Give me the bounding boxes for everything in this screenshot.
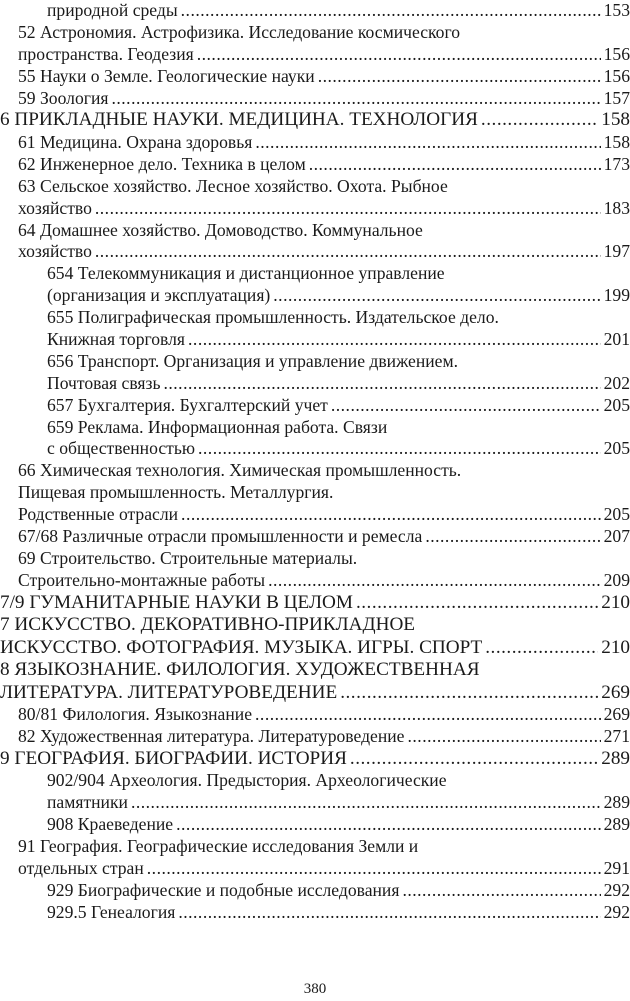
toc-entry-page: 156 xyxy=(603,43,630,64)
dot-leader xyxy=(163,373,600,395)
toc-entry-line xyxy=(0,351,630,373)
toc-entry-last-line xyxy=(0,66,630,88)
dot-leader xyxy=(255,704,601,726)
toc-entry-title: Родственные отрасли xyxy=(18,504,179,525)
toc-entry-line xyxy=(0,307,630,329)
toc-entry xyxy=(0,154,630,176)
toc-entry-page: 271 xyxy=(603,726,630,747)
toc-entry xyxy=(0,659,630,704)
dot-leader xyxy=(408,726,601,748)
dot-leader xyxy=(111,88,600,110)
dot-leader xyxy=(350,748,598,771)
toc-entry xyxy=(0,614,630,659)
toc-entry-title: 82 Художественная литература. Литературоведение xyxy=(18,726,405,747)
toc-entry-line xyxy=(0,417,630,439)
toc-entry xyxy=(0,395,630,417)
toc-entry xyxy=(0,88,630,110)
toc-entry-title: памятники xyxy=(47,792,128,813)
toc-entry xyxy=(0,263,630,307)
toc-entry-title: 61 Медицина. Охрана здоровья xyxy=(18,131,253,152)
toc-entry-last-line xyxy=(0,241,630,263)
dot-leader xyxy=(176,814,600,836)
toc-entry-page: 289 xyxy=(603,792,630,813)
dot-leader xyxy=(309,154,601,176)
toc-entry-last-line xyxy=(0,592,630,615)
toc-entry-last-line xyxy=(0,329,630,351)
toc-entry-last-line xyxy=(0,154,630,176)
dot-leader xyxy=(95,198,601,220)
toc-entry-last-line xyxy=(0,880,630,902)
toc-entry xyxy=(0,836,630,880)
toc-entry-title: 929 Биографические и подобные исследования xyxy=(47,879,400,900)
toc-entry-page: 210 xyxy=(601,591,630,613)
toc-entry-title: 655 Полиграфическая промышленность. Издательское дело. xyxy=(47,307,499,328)
toc-entry xyxy=(0,0,630,22)
toc-entry-last-line xyxy=(0,44,630,66)
toc-entry-title: Пищевая промышленность. Металлургия. xyxy=(18,482,334,503)
toc-entry-title: 6 ПРИКЛАДНЫЕ НАУКИ. МЕДИЦИНА. ТЕХНОЛОГИЯ xyxy=(0,109,478,131)
dot-leader xyxy=(178,902,600,924)
dot-leader xyxy=(181,0,601,22)
toc-entry-title: 902/904 Археология. Предыстория. Археологические xyxy=(47,770,447,791)
toc-entry-last-line xyxy=(0,792,630,814)
toc-entry-title: 91 География. Географические исследования Земли и xyxy=(18,836,419,857)
toc-entry xyxy=(0,66,630,88)
toc-entry-page: 205 xyxy=(603,438,630,459)
toc-entry-last-line xyxy=(0,637,630,660)
toc-entry xyxy=(0,526,630,548)
toc-entry-title: Книжная торговля xyxy=(47,328,186,349)
toc-entry-title: 63 Сельское хозяйство. Лесное хозяйство. Охота. Рыбное xyxy=(18,175,448,196)
toc-entry-page: 202 xyxy=(603,372,630,393)
toc-entry xyxy=(0,176,630,220)
toc-entry-page: 210 xyxy=(601,636,630,658)
toc-entry-line xyxy=(0,482,630,504)
toc-entry-line xyxy=(0,22,630,44)
toc-entry-page: 173 xyxy=(603,153,630,174)
toc-entry-page: 289 xyxy=(603,814,630,835)
dot-leader xyxy=(318,66,601,88)
dot-leader xyxy=(95,241,601,263)
toc-entry xyxy=(0,132,630,154)
toc-entry-title: 7/9 ГУМАНИТАРНЫЕ НАУКИ В ЦЕЛОМ xyxy=(0,591,353,613)
toc-entry-page: 292 xyxy=(603,901,630,922)
toc-entry-last-line xyxy=(0,858,630,880)
toc-entry-page: 156 xyxy=(603,65,630,86)
toc-entry-line xyxy=(0,176,630,198)
toc-entry-last-line xyxy=(0,132,630,154)
toc-entry xyxy=(0,109,630,132)
toc-entry-title: Строительно-монтажные работы xyxy=(18,569,266,590)
toc-entry-title: 67/68 Различные отрасли промышленности и ремесла xyxy=(18,525,423,546)
toc-entry-title: 69 Строительство. Строительные материалы. xyxy=(18,547,358,568)
toc-entry-last-line xyxy=(0,438,630,460)
toc-entry-title: 656 Транспорт. Организация и управление движением. xyxy=(47,350,458,371)
toc-entry-line xyxy=(0,263,630,285)
toc-entry-last-line xyxy=(0,682,630,705)
toc-entry-title: 55 Науки о Земле. Геологические науки xyxy=(18,65,315,86)
toc-entry xyxy=(0,460,630,526)
dot-leader xyxy=(356,592,598,615)
toc-entry-title: 80/81 Филология. Языкознание xyxy=(18,704,253,725)
toc-entry-page: 183 xyxy=(603,197,630,218)
dot-leader xyxy=(147,858,601,880)
dot-leader xyxy=(268,570,601,592)
toc-entry-page: 291 xyxy=(603,858,630,878)
toc-entry-last-line xyxy=(0,704,630,726)
toc-entry-line xyxy=(0,614,630,637)
dot-leader xyxy=(425,526,600,548)
toc-entry-title: 64 Домашнее хозяйство. Домоводство. Коммунальное xyxy=(18,219,423,240)
toc-entry-title: 657 Бухгалтерия. Бухгалтерский учет xyxy=(47,394,328,415)
toc-entry-last-line xyxy=(0,373,630,395)
toc-entry xyxy=(0,307,630,351)
toc-entry-last-line xyxy=(0,285,630,307)
dot-leader xyxy=(181,504,601,526)
toc-entry xyxy=(0,880,630,902)
toc-entry-line xyxy=(0,836,630,858)
toc-entry-page: 205 xyxy=(603,504,630,525)
toc-entry-title: (организация и эксплуатация) xyxy=(47,285,271,306)
dot-leader xyxy=(485,637,598,660)
toc-entry-title: 8 ЯЗЫКОЗНАНИЕ. ФИЛОЛОГИЯ. ХУДОЖЕСТВЕННАЯ xyxy=(0,659,480,681)
toc-entry-title: 59 Зоология xyxy=(18,87,109,108)
toc-entry-page: 153 xyxy=(603,0,630,20)
toc-entry-last-line xyxy=(0,504,630,526)
toc-entry-title: хозяйство xyxy=(18,241,92,262)
toc-entry-last-line xyxy=(0,88,630,110)
toc-entry-title: ИСКУССТВО. ФОТОГРАФИЯ. МУЗЫКА. ИГРЫ. СПОРТ xyxy=(0,636,483,658)
toc-entry-line xyxy=(0,659,630,682)
toc-entry-title: 654 Телекоммуникация и дистанционное управление xyxy=(47,263,445,284)
toc-entry-page: 158 xyxy=(603,131,630,152)
toc-entry-title: 9 ГЕОГРАФИЯ. БИОГРАФИИ. ИСТОРИЯ xyxy=(0,747,347,769)
dot-leader xyxy=(198,438,601,460)
toc-entry-title: Почтовая связь xyxy=(47,372,161,393)
toc-entry-title: 66 Химическая технология. Химическая промышленность. xyxy=(18,460,462,481)
toc-entry xyxy=(0,351,630,395)
toc-entry-title: хозяйство xyxy=(18,197,92,218)
toc-entry-title: отдельных стран xyxy=(18,858,144,878)
dot-leader xyxy=(273,285,600,307)
toc-entry-page: 292 xyxy=(603,879,630,900)
toc-entry-page: 158 xyxy=(601,109,630,131)
dot-leader xyxy=(402,880,600,902)
toc-entry xyxy=(0,417,630,461)
toc-entry-title: пространства. Геодезия xyxy=(18,43,194,64)
dot-leader xyxy=(197,44,601,66)
toc-entry-title: ЛИТЕРАТУРА. ЛИТЕРАТУРОВЕДЕНИЕ xyxy=(0,681,338,703)
toc-entry-title: 929.5 Генеалогия xyxy=(47,901,176,922)
toc-entry-last-line xyxy=(0,902,630,924)
toc-entry-title: 908 Краеведение xyxy=(47,814,174,835)
toc-entry-line xyxy=(0,460,630,482)
toc-entry-page: 201 xyxy=(603,328,630,349)
toc-entry xyxy=(0,770,630,814)
toc-entry-last-line xyxy=(0,0,630,22)
toc-entry xyxy=(0,220,630,264)
toc-entry xyxy=(0,814,630,836)
toc-entry-last-line xyxy=(0,198,630,220)
dot-leader xyxy=(340,682,598,705)
toc-entry-line xyxy=(0,770,630,792)
dot-leader xyxy=(331,395,601,417)
toc-entry-page: 157 xyxy=(603,87,630,108)
toc-entry-page: 269 xyxy=(601,681,630,703)
toc-entry-page: 289 xyxy=(601,747,630,769)
toc-entry-page: 205 xyxy=(603,394,630,415)
toc-entry-title: с общественностью xyxy=(47,438,195,459)
toc-entry xyxy=(0,22,630,66)
toc-entry-title: 659 Реклама. Информационная работа. Связи xyxy=(47,416,388,437)
toc-entry xyxy=(0,592,630,615)
toc-entry-last-line xyxy=(0,109,630,132)
toc-entry-last-line xyxy=(0,748,630,771)
dot-leader xyxy=(188,329,601,351)
toc-entry-title: 52 Астрономия. Астрофизика. Исследование космического xyxy=(18,21,461,42)
toc-entry-last-line xyxy=(0,395,630,417)
toc-entry-page: 269 xyxy=(603,704,630,725)
toc-entry xyxy=(0,548,630,592)
dot-leader xyxy=(131,792,601,814)
toc-entry-page: 199 xyxy=(603,285,630,306)
toc-entry-title: 7 ИСКУССТВО. ДЕКОРАТИВНО-ПРИКЛАДНОЕ xyxy=(0,614,416,636)
toc-entry-last-line xyxy=(0,726,630,748)
toc-entry-last-line xyxy=(0,814,630,836)
toc-entry xyxy=(0,726,630,748)
page-number: 380 xyxy=(303,981,327,997)
dot-leader xyxy=(255,132,600,154)
toc-entry xyxy=(0,748,630,771)
toc-entry-title: 62 Инженерное дело. Техника в целом xyxy=(18,153,306,174)
toc-entry xyxy=(0,704,630,726)
toc-entry-last-line xyxy=(0,570,630,592)
toc-entry-line xyxy=(0,548,630,570)
toc-entry xyxy=(0,902,630,924)
toc-entry-page: 197 xyxy=(603,241,630,262)
dot-leader xyxy=(481,109,598,132)
toc-entry-page: 209 xyxy=(603,569,630,590)
toc-entry-title: природной среды xyxy=(47,0,178,20)
toc-entry-line xyxy=(0,220,630,242)
toc-entry-page: 207 xyxy=(603,525,630,546)
toc-entry-last-line xyxy=(0,526,630,548)
